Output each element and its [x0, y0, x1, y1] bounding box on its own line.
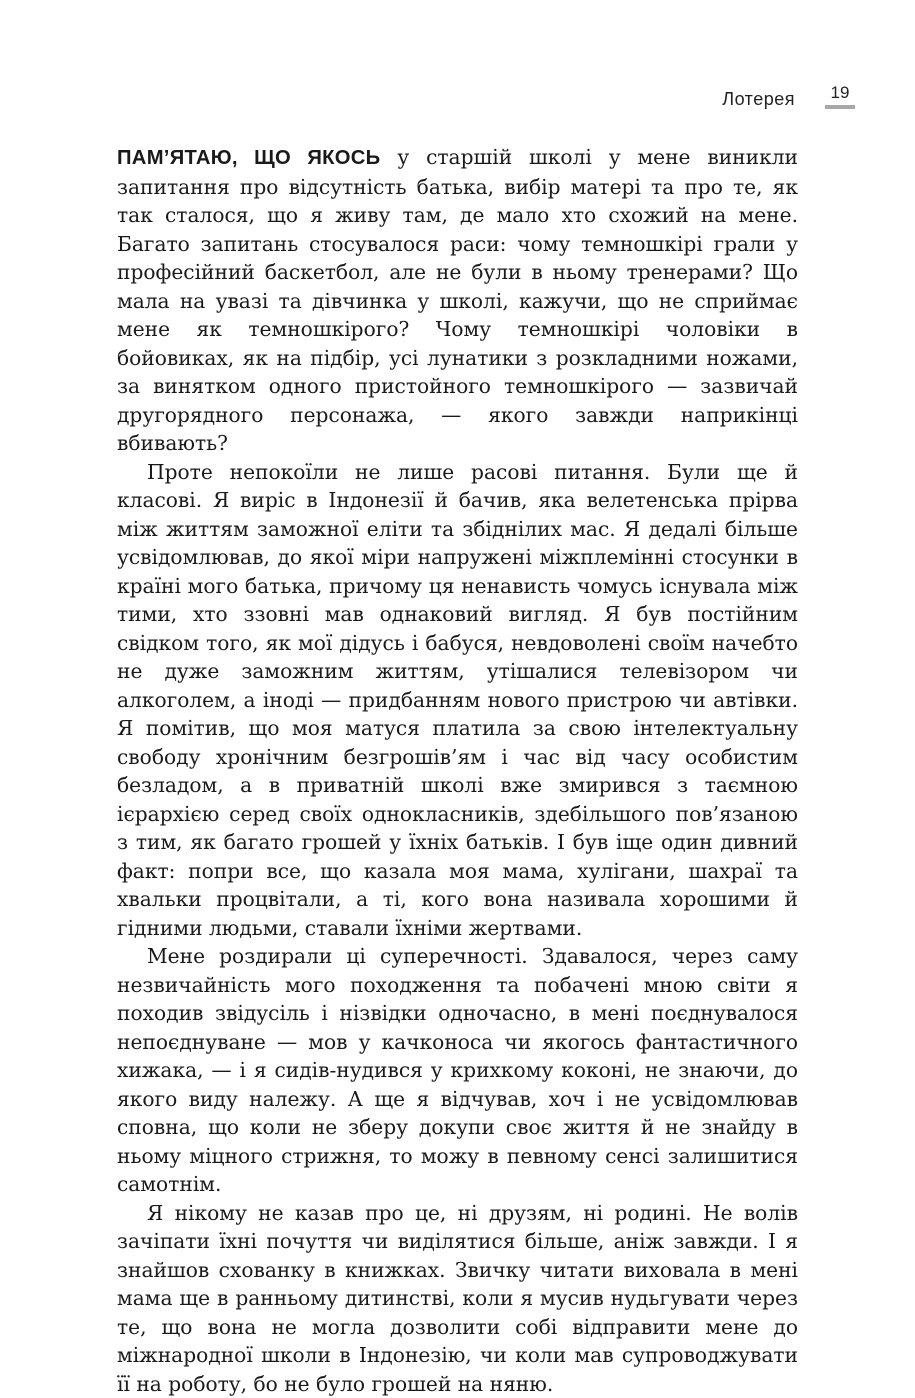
paragraph-3: Мене роздирали ці суперечності. Здавалося, через саму незвичайність мого походження та побачені мною світи я походив звідусіль і нізвідки одночасно, в мені поєднувалося непоєднуване — мов у качконоса чи якогось фантастичного хижака, — і я сидів-нудився у крихкому коконі, не знаючи, до якого виду належу. А ще я відчував, хоч і не усвідомлював сповна, що коли не зберу докупи своє життя й не знайду в ньому міцного стрижня, то можу в певному сенсі залишитися самотнім. — [117, 942, 798, 1199]
paragraph-1 — [117, 143, 798, 458]
page-number-block — [825, 84, 855, 109]
running-head: Лотерея — [722, 89, 795, 110]
page-header — [722, 84, 855, 110]
page-number: 19 — [831, 84, 850, 101]
paragraph-2: Проте непокоїли не лише расові питання. Були ще й класові. Я виріс в Індонезії й бачив, яка велетенська прірва між життям заможної еліти та збіднілих мас. Я дедалі більше усвідомлював, до якої міри напружені міжплемінні стосунки в країні мого батька, причому ця ненависть чомусь існувала між тими, хто ззовні мав однаковий вигляд. Я був постійним свідком того, як мої дідусь і бабуся, невдоволені своїм начебто не дуже заможним життям, утішалися телевізором чи алкоголем, а іноді — придбанням нового пристрою чи автівки. Я помітив, що моя матуся платила за свою інтелектуальну свободу хронічним безгрошів’ям і час від часу особистим безладом, а в приватній школі вже змирився з таємною ієрархією серед своїх однокласників, здебільшого пов’язаною з тим, як багато грошей у їхніх батьків. І був іще один дивний факт: попри все, що казала моя мама, хулігани, шахраї та хвальки процвітали, а ті, кого вона називала хорошими й гідними людьми, ставали їхніми жертвами. — [117, 458, 798, 943]
paragraph-4: Я нікому не казав про це, ні друзям, ні родині. Не волів зачіпати їхні почуття чи виділятися більше, аніж завжди. І я знайшов схованку в книжках. Звичку читати виховала в мені мама ще в ранньому дитинстві, коли я мусив нудьгувати через те, що вона не могла дозволити собі відправити мене до міжнародної школи в Індонезію, чи коли мав супроводжувати її на роботу, бо не було грошей на няню. — [117, 1199, 798, 1398]
page-number-underline — [825, 105, 855, 109]
body-text — [117, 143, 798, 1398]
paragraph-1-text: у старшій школі у мене виникли запитання про відсутність батька, вибір матері та про те, як так сталося, що я живу там, де мало хто схожий на мене. Багато запитань стосувалося раси: чому темношкірі грали у професійний баскетбол, але не були в ньому тренерами? Що мала на увазі та дівчинка у школі, кажучи, що не сприймає мене як темношкірого? Чому темношкірі чоловіки в бойовиках, як на підбір, усі лунатики з розкладними ножами, за винятком одного пристойного темношкірого — зазвичай другорядного персонажа, — якого завжди наприкінці вбивають? — [117, 145, 798, 455]
lead-in: ПАМ’ЯТАЮ, ЩО ЯКОСЬ — [117, 147, 380, 169]
